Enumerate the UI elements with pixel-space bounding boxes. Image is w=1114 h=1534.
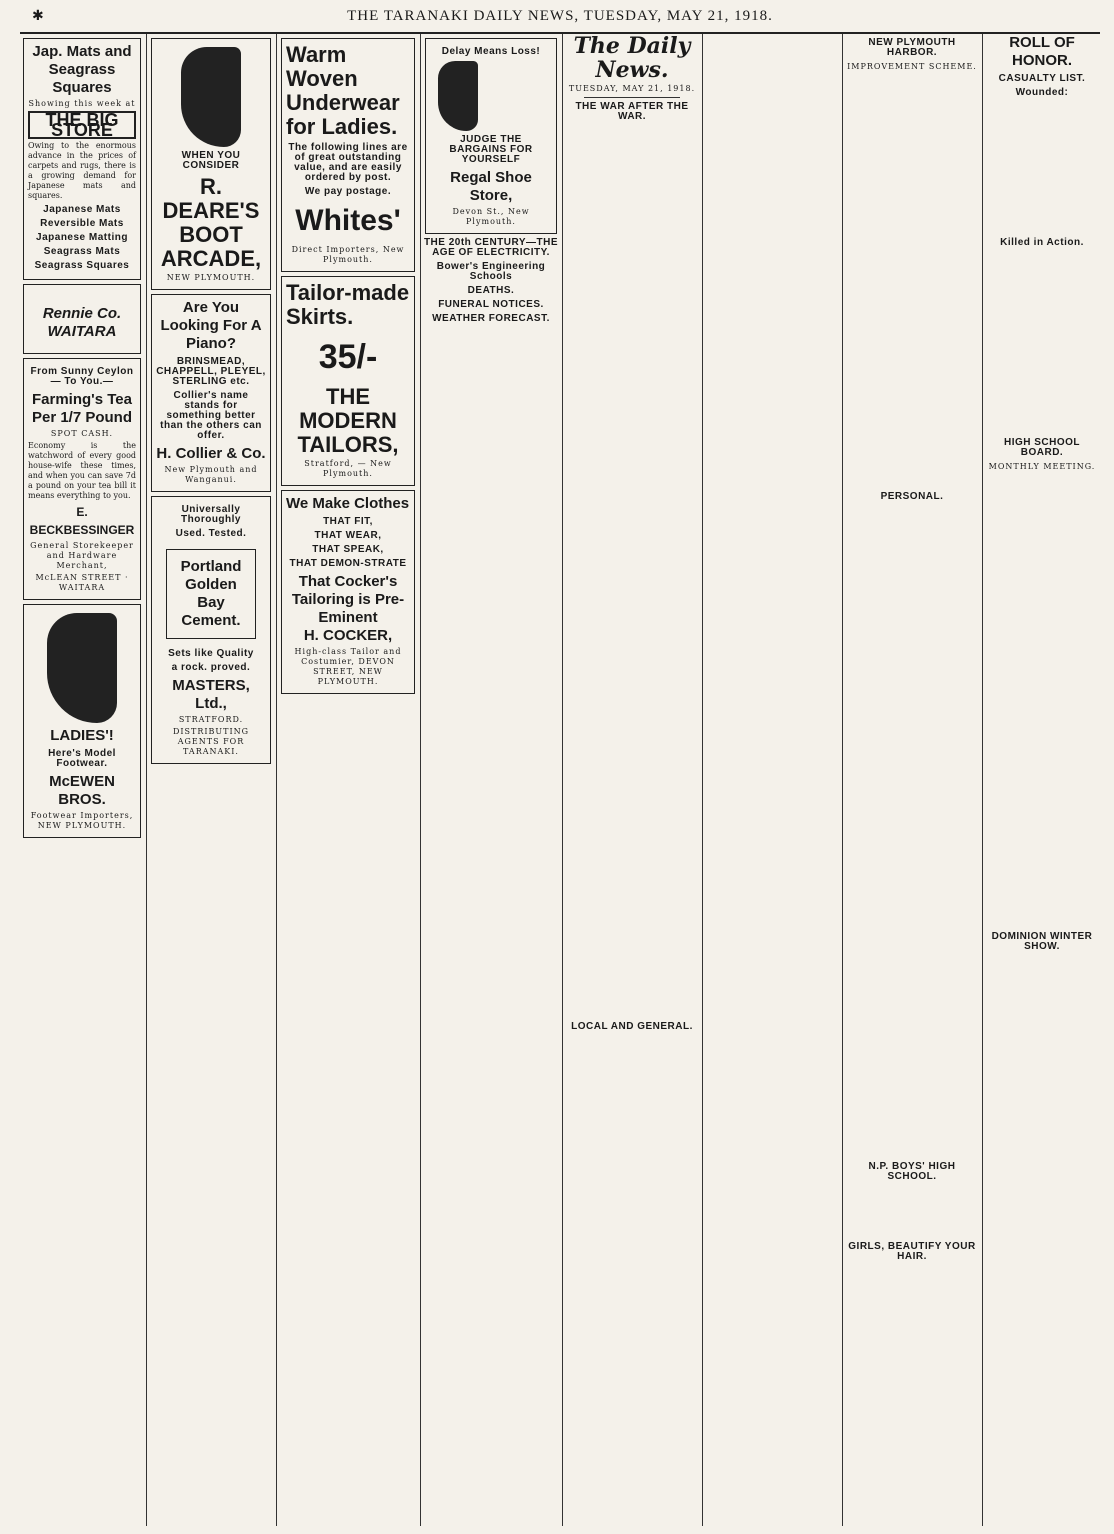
shoe-illustration (438, 61, 478, 131)
item: Japanese Matting (36, 232, 128, 243)
ad-title: Delay Means Loss! (441, 46, 541, 57)
masters-name: MASTERS, Ltd., (172, 677, 250, 712)
judge: JUDGE THE BARGAINS FOR YOURSELF (449, 134, 533, 165)
jap-mats-ad (23, 38, 141, 280)
casualty-heading: CASUALTY LIST. (998, 73, 1086, 84)
mcewen-ad (23, 604, 141, 838)
tea-brand: Farming's Tea (32, 391, 132, 408)
column-rule (702, 34, 703, 1526)
beck-addr: McLEAN STREET · WAITARA (35, 573, 129, 592)
ad-title: Tailor-made Skirts. (286, 280, 410, 329)
school-heading: HIGH SCHOOL BOARD. (1003, 437, 1081, 458)
regal-ad (425, 38, 557, 234)
paper-date: TUESDAY, MAY 21, 1918. (568, 84, 696, 93)
article-heading: N.P. BOYS' HIGH SCHOOL. (868, 1161, 956, 1182)
cement-ad (151, 496, 271, 764)
skirts-ad (281, 276, 415, 486)
tea-price: Per 1/7 Pound (31, 409, 133, 426)
deare-name: R. DEARE'S BOOT ARCADE, (160, 174, 262, 271)
column-news-6 (704, 34, 840, 1526)
column-ads-2 (148, 34, 274, 1526)
column-rule (842, 34, 843, 1526)
deare-ad (151, 38, 271, 290)
bower-heading: Bower's Engineering Schools (436, 261, 546, 282)
star-icon: ✱ (32, 8, 44, 24)
big-store-logo: THE BIG STORE (28, 111, 136, 139)
ad-title: Are You Looking For A Piano? (160, 299, 262, 352)
postage: We pay postage. (304, 186, 392, 197)
beck-name: E. BECKBESSINGER (29, 505, 135, 537)
killed-heading: Killed in Action. (1000, 237, 1084, 248)
cement-name: Portland Golden Bay Cement. (166, 549, 256, 639)
column-news-7 (844, 34, 980, 1526)
roll-heading: ROLL OF HONOR. (1009, 34, 1075, 69)
monthly-heading: MONTHLY MEETING. (988, 462, 1096, 471)
column-rule (146, 34, 147, 1526)
modern-loc: Stratford, — New Plymouth. (304, 459, 392, 478)
wounded-heading: Wounded: (1015, 87, 1069, 98)
article-heading: PERSONAL. (880, 491, 944, 502)
column-ads-3 (278, 34, 418, 1526)
column-news-8 (984, 34, 1100, 1526)
column-rule (982, 34, 983, 1526)
cocker-slogan: That Cocker's Tailoring is Pre-Eminent (291, 573, 405, 626)
brands: BRINSMEAD, CHAPPELL, PLEYEL, STERLING etc. (156, 356, 266, 387)
column-news-4 (422, 34, 560, 1526)
tea-ad (23, 358, 141, 600)
underwear-ad (281, 38, 415, 272)
collier-name: H. Collier & Co. (156, 445, 266, 462)
item: Seagrass Squares (34, 260, 130, 271)
tagline: Sets like Quality (168, 648, 254, 659)
divider (584, 97, 680, 98)
collier-text: Collier's name stands for something better than the others can offer. (160, 390, 262, 441)
ad-title: Jap. Mats and Seagrass Squares (32, 43, 132, 96)
article-heading: LOCAL AND GENERAL. (571, 1021, 693, 1032)
paper-masthead: The Daily News. (573, 34, 691, 83)
cocker-name: H. COCKER, (303, 627, 393, 644)
funeral-heading: FUNERAL NOTICES. (438, 299, 544, 310)
beck-sub: General Storekeeper and Hardware Merchant, (30, 541, 134, 570)
tagline: a rock. proved. (171, 662, 251, 673)
regal-name: Regal Shoe Store, (450, 169, 532, 204)
masters-sub: DISTRIBUTING AGENTS FOR TARANAKI. (172, 727, 250, 756)
item: Japanese Mats (43, 204, 121, 215)
ad-body: Owing to the enormous advance in the prices of carpets and rugs, there is a growing demand for Japanese mats and squares. (28, 141, 136, 200)
article-subheading: IMPROVEMENT SCHEME. (847, 62, 977, 71)
spot-cash: SPOT CASH. (50, 429, 114, 438)
weather-heading: WEATHER FORECAST. (432, 313, 550, 324)
rennie-logo: Rennie Co. WAITARA (42, 305, 122, 340)
tagline: Universally Thoroughly (181, 504, 241, 525)
item: Reversible Mats (40, 218, 124, 229)
section-heading: THE 20th CENTURY—THE AGE OF ELECTRICITY. (423, 237, 559, 258)
skirt-price: 35/- (318, 338, 378, 376)
ad-body: Economy is the watchword of every good house-wife these times, and when you can save 7d a pound on your tea bill it means everything to you. (28, 441, 136, 500)
newspaper-header (20, 6, 1100, 34)
rennie-ad (23, 284, 141, 354)
whites-sub: Direct Importers, New Plymouth. (291, 245, 405, 264)
column-ads-1 (20, 34, 144, 1526)
deare-loc: NEW PLYMOUTH. (166, 273, 256, 282)
cocker-sub: High-class Tailor and Costumier, DEVON STREET, NEW PLYMOUTH. (294, 647, 402, 686)
deaths-heading: DEATHS. (467, 285, 515, 296)
article-heading: NEW PLYMOUTH HARBOR. (868, 37, 956, 58)
ad-title: Warm Woven Underwear for Ladies. (286, 42, 400, 139)
article-heading: GIRLS, BEAUTIFY YOUR HAIR. (848, 1241, 976, 1262)
piano-ad (151, 294, 271, 492)
column-news-5 (564, 34, 700, 1526)
regal-loc: Devon St., New Plymouth. (452, 207, 530, 226)
ladies: LADIES'! (50, 727, 114, 744)
ad-title: WHEN YOU CONSIDER (181, 150, 241, 171)
tagline: Used. Tested. (175, 528, 247, 539)
article-heading: THE WAR AFTER THE WAR. (575, 101, 689, 122)
clothes-line: THAT DEMON-STRATE (289, 558, 407, 569)
column-rule (562, 34, 563, 1526)
cocker-ad (281, 490, 415, 694)
masthead-title: THE TARANAKI DAILY NEWS, TUESDAY, MAY 21, 1918. (347, 8, 773, 24)
item: Seagrass Mats (43, 246, 121, 257)
mcewen-name: McEWEN BROS. (49, 773, 115, 808)
clothes-line: THAT WEAR, (314, 530, 382, 541)
whites-name: Whites' (295, 204, 401, 237)
column-rule (276, 34, 277, 1526)
masters-loc: STRATFORD. (178, 715, 244, 724)
boot-illustration (47, 613, 117, 723)
modern-name: THE MODERN TAILORS, (297, 384, 399, 457)
clothes-line: THAT FIT, (323, 516, 373, 527)
dominion-heading: DOMINION WINTER SHOW. (991, 931, 1093, 952)
ad-subtitle: Showing this week at (28, 99, 136, 108)
ad-lines: The following lines are of great outstanding value, and are easily ordered by post. (288, 142, 408, 183)
clothes-line: THAT SPEAK, (312, 544, 384, 555)
mcewen-sub: Footwear Importers, NEW PLYMOUTH. (30, 811, 134, 830)
column-rule (420, 34, 421, 1526)
ad-title: We Make Clothes (286, 495, 410, 512)
collier-loc: New Plymouth and Wanganui. (164, 465, 258, 484)
ad-title: From Sunny Ceylon — To You.— (30, 366, 134, 387)
shoe-illustration (181, 47, 241, 147)
model-footwear: Here's Model Footwear. (48, 748, 116, 769)
